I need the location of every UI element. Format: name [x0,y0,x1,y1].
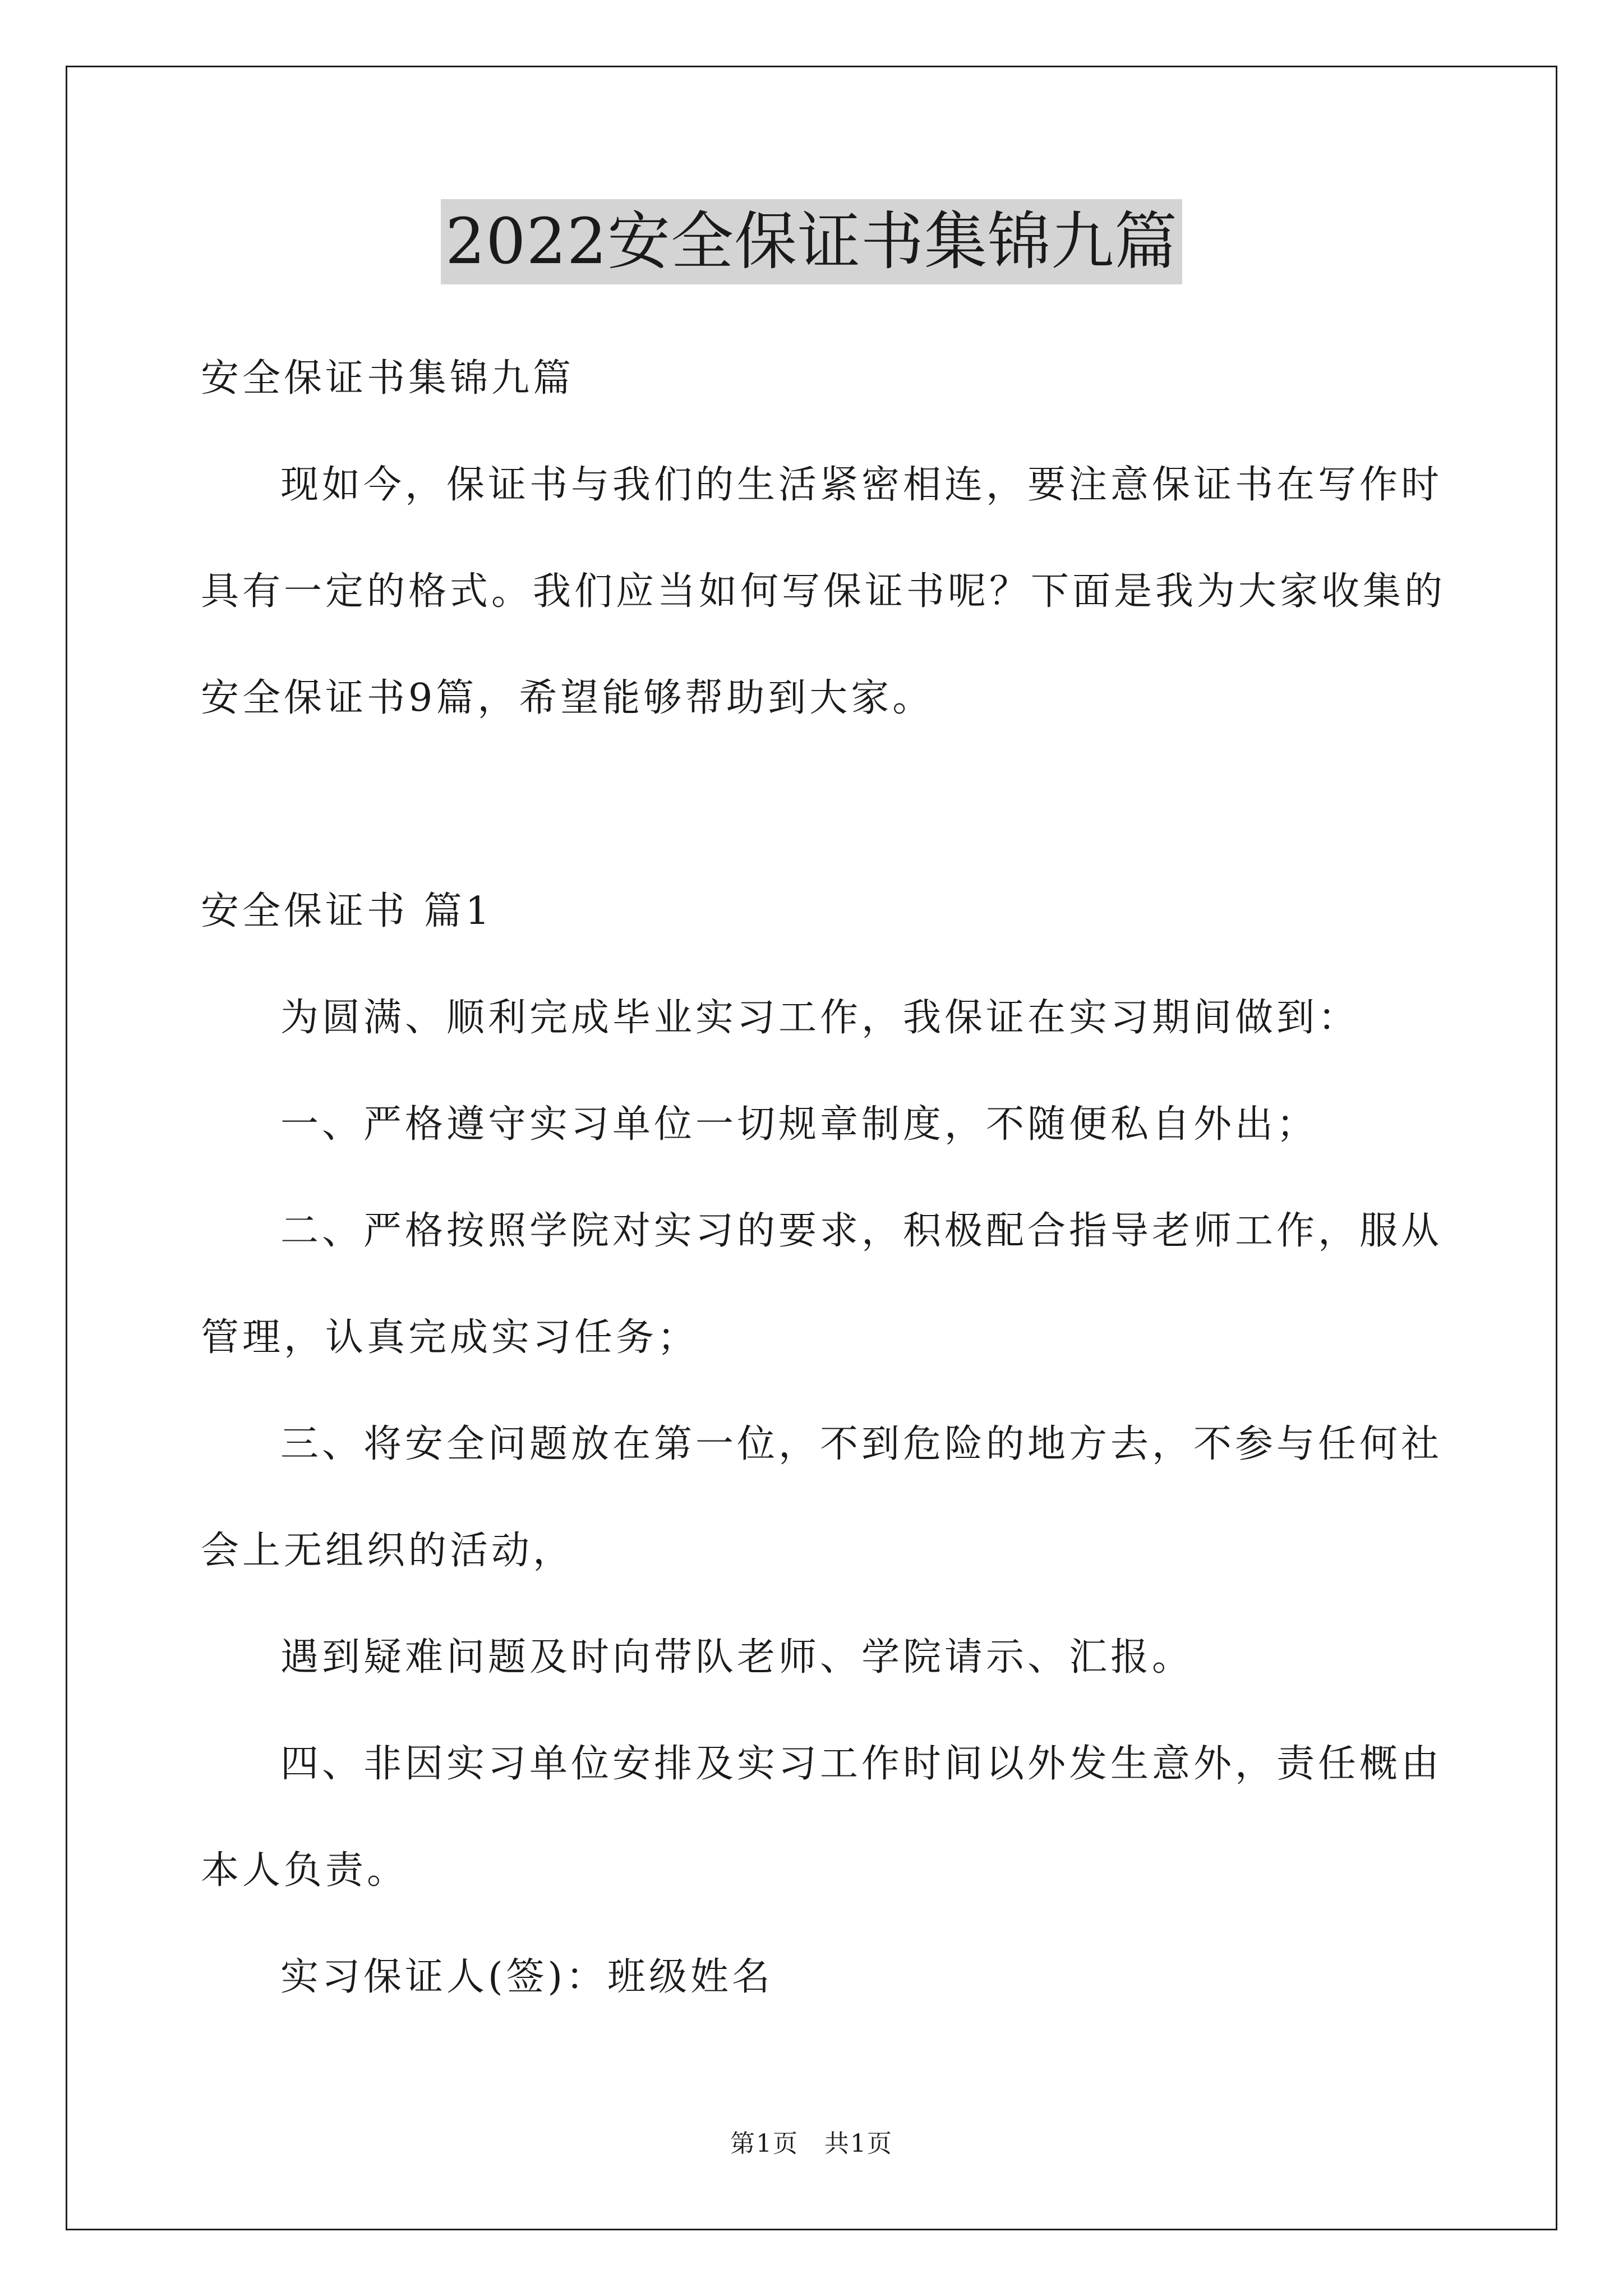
intro-line: 现如今，保证书与我们的生活紧密相连，要注意保证书在写作时 [280,463,1443,507]
intro-line: 具有一定的格式。我们应当如何写保证书呢？下面是我为大家收集的 [201,569,1446,614]
body-line: 遇到疑难问题及时向带队老师、学院请示、汇报。 [280,1635,1194,1680]
intro-line: 安全保证书9篇，希望能够帮助到大家。 [201,676,934,720]
body-line: 管理，认真完成实习任务； [201,1315,699,1360]
body-line: 二、严格按照学院对实习的要求，积极配合指导老师工作，服从 [280,1209,1443,1253]
body-line: 四、非因实习单位安排及实习工作时间以外发生意外，责任概由 [280,1742,1443,1786]
signature-line: 实习保证人(签)：班级姓名 [280,1955,774,1999]
body-line: 本人负责。 [201,1848,409,1893]
body-line: 为圆满、顺利完成毕业实习工作，我保证在实习期间做到： [280,996,1360,1040]
document-subtitle: 安全保证书集锦九篇 [201,356,575,401]
title-block [0,199,1623,284]
page-footer: 第1页 共1页 [730,2129,893,2158]
body-line: 会上无组织的活动， [201,1529,575,1573]
document-title: 2022安全保证书集锦九篇 [441,199,1182,284]
body-line: 一、严格遵守实习单位一切规章制度，不随便私自外出； [280,1102,1318,1147]
body-line: 三、将安全问题放在第一位，不到危险的地方去，不参与任何社 [280,1422,1443,1466]
section-heading: 安全保证书 篇1 [201,889,493,933]
